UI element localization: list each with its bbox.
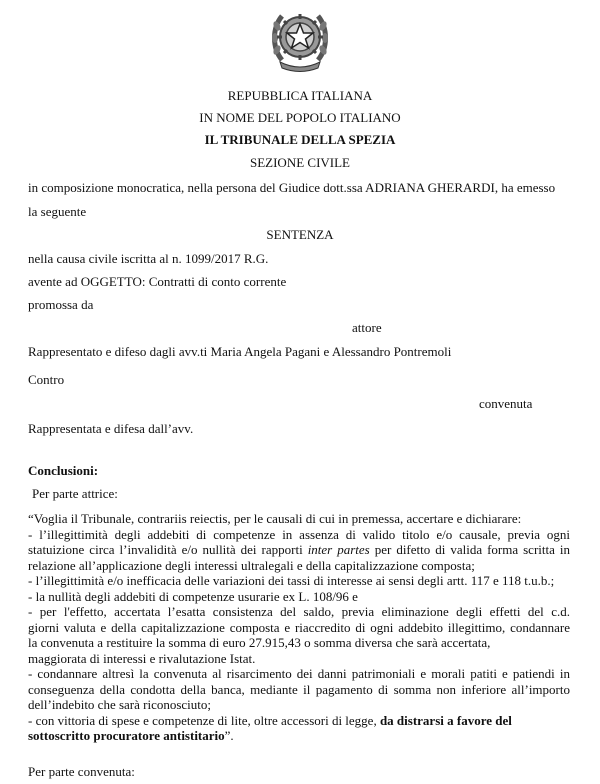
case-rappresentata: Rappresentata e difesa dall’avv. <box>28 421 194 436</box>
sentenza-title: SENTENZA <box>266 227 334 242</box>
conclusioni-line: sottoscritto procuratore antistitario”. <box>28 728 234 743</box>
conclusioni-line: - l’illegittimità e/o inefficacia delle variazioni dei tassi di interesse ai sensi degli artt. 117 e 118 t.u.b.; <box>28 573 555 588</box>
italian-republic-emblem-icon <box>268 2 332 72</box>
court-heading: IL TRIBUNALE DELLA SPEZIA <box>204 132 396 147</box>
conclusioni-line: - con vittoria di spese e competenze di lite, oltre accessori di legge, da distrarsi a favore del <box>28 712 512 728</box>
conclusioni-line: - l’illegittimità degli addebiti di competenze in assenza di valido titolo e/o causale, previa ogni <box>28 526 570 542</box>
section-heading: SEZIONE CIVILE <box>249 155 350 170</box>
in-nome-heading: IN NOME DEL POPOLO ITALIANO <box>199 110 401 125</box>
conclusioni-line: giorni valuta e della capitalizzazione composta e riaccredito di ogni addebito illegittimo, condannare <box>28 619 570 635</box>
per-parte-attrice: Per parte attrice: <box>32 486 118 501</box>
conclusioni-heading: Conclusioni: <box>28 463 99 478</box>
case-attore: attore <box>352 320 382 335</box>
intro-line-1: in composizione monocratica, nella persona del Giudice dott.ssa ADRIANA GHERARDI, ha emesso <box>28 180 556 195</box>
conclusioni-line: - la nullità degli addebiti di competenze usurarie ex L. 108/96 e <box>28 588 358 604</box>
case-promossa: promossa da <box>28 297 94 312</box>
conclusioni-line: maggiorata di interessi e rivalutazione Istat. <box>28 650 256 666</box>
conclusioni-line: conseguenza della condotta della banca, mediante il pagamento di somma non inferiore all’importo <box>28 681 570 697</box>
conclusioni-line: dell’indebito che sarà riconosciuto; <box>28 697 212 712</box>
conclusioni-line: “Voglia il Tribunale, contrariis reiectis, per le causali di cui in premessa, accertare e dichiarare: <box>28 511 522 526</box>
per-parte-convenuta: Per parte convenuta: <box>28 764 135 779</box>
case-convenuta: convenuta <box>479 396 533 411</box>
conclusioni-line: la convenuta a restituire la somma di euro 27.915,43 o somma diversa che sarà accertata, <box>28 635 491 650</box>
case-oggetto: avente ad OGGETTO: Contratti di conto corrente <box>28 274 287 289</box>
republic-heading: REPUBBLICA ITALIANA <box>227 88 373 103</box>
conclusioni-line: - per l'effetto, accertata l’esatta consistenza del saldo, previa eliminazione degli effetti del c.d. <box>28 604 570 619</box>
conclusioni-line: relazione all’applicazione degli interessi ultralegali e della capitalizzazione composta; <box>28 557 475 573</box>
conclusioni-text <box>28 511 570 744</box>
conclusioni-line: statuizione circa l’invalidità e/o nullità dei rapporti inter partes per difetto di valida forma scritta in <box>28 542 570 557</box>
intro-line-2: la seguente <box>28 204 87 219</box>
conclusioni-line: - condannare altresì la convenuta al risarcimento dei danni patrimoniali e morali patiti e patiendi in <box>28 666 570 681</box>
case-contro: Contro <box>28 372 65 387</box>
case-rg: nella causa civile iscritta al n. 1099/2017 R.G. <box>28 251 269 266</box>
case-rappresentato: Rappresentato e difeso dagli avv.ti Maria Angela Pagani e Alessandro Pontremoli <box>28 344 452 359</box>
